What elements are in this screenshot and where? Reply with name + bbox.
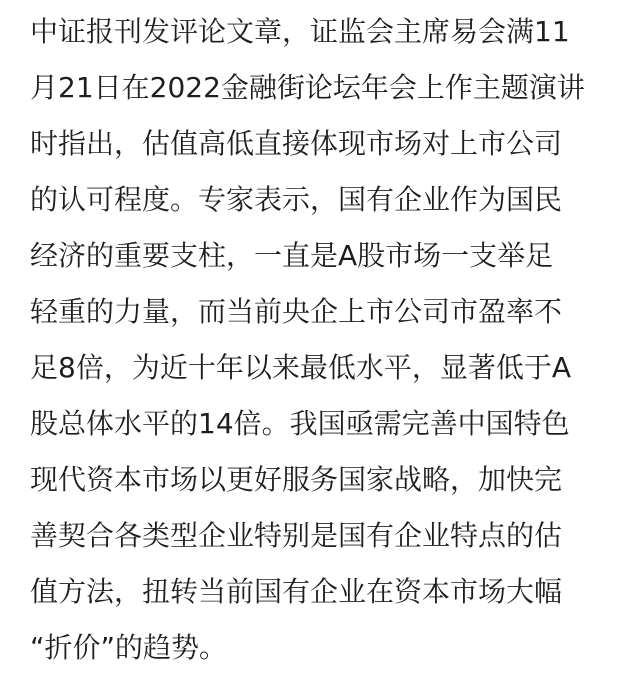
article-line-9: 现代资本市场以更好服务国家战略，加快完 — [30, 463, 563, 496]
article-line-8: 股总体水平的14倍。我国亟需完善中国特色 — [30, 407, 570, 440]
article-line-4: 的认可程度。专家表示，国有企业作为国民 — [30, 183, 563, 216]
article-body — [30, 4, 620, 676]
article-line-2: 月21日在2022金融街论坛年会上作主题演讲 — [30, 71, 585, 104]
article-line-11: 值方法，扭转当前国有企业在资本市场大幅 — [30, 575, 563, 608]
article-line-6: 轻重的力量，而当前央企上市公司市盈率不 — [30, 295, 563, 328]
article-line-3: 时指出，估值高低直接体现市场对上市公司 — [30, 127, 563, 160]
article-line-5: 经济的重要支柱，一直是A股市场一支举足 — [30, 239, 554, 272]
article-line-12: “折价”的趋势。 — [30, 631, 228, 664]
article-line-10: 善契合各类型企业特别是国有企业特点的估 — [30, 519, 563, 552]
article-line-7: 足8倍，为近十年以来最低水平，显著低于A — [30, 351, 571, 384]
article-line-1: 中证报刊发评论文章，证监会主席易会满11 — [30, 15, 570, 48]
